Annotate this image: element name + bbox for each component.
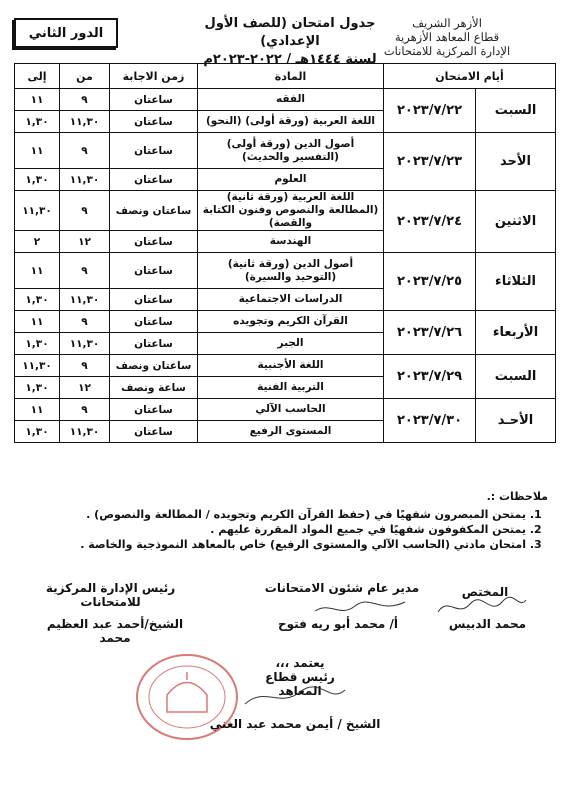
table-row <box>15 355 556 377</box>
header-from: من <box>60 64 110 89</box>
date-cell: ٢٠٢٣/٧/٢٣ <box>384 133 476 191</box>
duration-cell: ساعتان <box>110 133 198 169</box>
to-cell: ١١ <box>15 253 60 289</box>
from-cell: ١١,٣٠ <box>60 421 110 443</box>
subject-cell: اللغة العربية (ورقة ثانية) (المطالعة والنصوص وفنون الكتابة والقصة) <box>198 191 384 231</box>
to-cell: ١,٣٠ <box>15 421 60 443</box>
subject-cell: العلوم <box>198 169 384 191</box>
subject-cell: المستوى الرفيع <box>198 421 384 443</box>
duration-cell: ساعتان <box>110 89 198 111</box>
day-cell: السبت <box>476 355 556 399</box>
table-header-row <box>15 64 556 89</box>
duration-cell: ساعتان <box>110 231 198 253</box>
to-cell: ١,٣٠ <box>15 169 60 191</box>
to-cell: ١,٣٠ <box>15 377 60 399</box>
duration-cell: ساعتان ونصف <box>110 191 198 231</box>
manager-title: مدير عام شئون الامتحانات <box>264 581 420 595</box>
subject-cell: اللغة العربية (ورقة أولى) (النحو) <box>198 111 384 133</box>
table-row <box>15 89 556 111</box>
duration-cell: ساعتان <box>110 289 198 311</box>
document-title <box>180 15 400 69</box>
manager-name: أ/ محمد أبو ريه فتوح <box>277 617 399 631</box>
table-row <box>15 399 556 421</box>
to-cell: ٢ <box>15 231 60 253</box>
duration-cell: ساعتان <box>110 311 198 333</box>
day-cell: الثلاثاء <box>476 253 556 311</box>
note-item: 3. امتحان مادتي (الحاسب الآلي والمستوى الرفيع) خاص بالمعاهد النموذجية والخاصة . <box>18 537 526 552</box>
from-cell: ١١,٣٠ <box>60 289 110 311</box>
exam-schedule-table <box>14 63 556 443</box>
to-cell: ١١ <box>15 133 60 169</box>
from-cell: ٩ <box>60 133 110 169</box>
date-cell: ٢٠٢٣/٧/٢٥ <box>384 253 476 311</box>
header-subject: المادة <box>198 64 384 89</box>
to-cell: ١١,٣٠ <box>15 355 60 377</box>
duration-cell: ساعتان <box>110 111 198 133</box>
duration-cell: ساعتان <box>110 333 198 355</box>
from-cell: ١١,٣٠ <box>60 111 110 133</box>
reviewer-name: محمد الدبيس <box>448 617 527 631</box>
from-cell: ١١,٣٠ <box>60 333 110 355</box>
from-cell: ٩ <box>60 399 110 421</box>
subject-cell: الهندسة <box>198 231 384 253</box>
approver-signature-icon <box>240 684 350 712</box>
notes-list <box>18 507 548 552</box>
day-cell: الأحـد <box>476 399 556 443</box>
title-line-2: لسنة ١٤٤٤هـ / ٢٠٢٢-٢٠٢٣م <box>203 52 377 67</box>
day-cell: الاثنين <box>476 191 556 253</box>
date-cell: ٢٠٢٣/٧/٢٦ <box>384 311 476 355</box>
header-to: إلى <box>15 64 60 89</box>
approve-title: رئيس قطاع المعاهد <box>265 670 335 698</box>
to-cell: ١,٣٠ <box>15 111 60 133</box>
from-cell: ٩ <box>60 355 110 377</box>
table-row <box>15 191 556 231</box>
subject-cell: الجبر <box>198 333 384 355</box>
head-name: الشيخ/أحمد عبد العظيم محمد <box>46 617 184 645</box>
note-item: 1. يمتحن المبصرون شفهيًا في (حفظ القرآن الكريم وتجويده / المطالعة والنصوص) . <box>18 507 526 522</box>
date-cell: ٢٠٢٣/٧/٢٤ <box>384 191 476 253</box>
approve-label: يعتمد ،،، <box>275 656 325 670</box>
from-cell: ٩ <box>60 191 110 231</box>
subject-cell: الفقه <box>198 89 384 111</box>
to-cell: ١١ <box>15 399 60 421</box>
duration-cell: ساعتان <box>110 421 198 443</box>
from-cell: ١١,٣٠ <box>60 169 110 191</box>
date-cell: ٢٠٢٣/٧/٢٢ <box>384 89 476 133</box>
duration-cell: ساعة ونصف <box>110 377 198 399</box>
from-cell: ١٢ <box>60 231 110 253</box>
from-cell: ٩ <box>60 311 110 333</box>
day-cell: الأحد <box>476 133 556 191</box>
table-row <box>15 311 556 333</box>
notes-section <box>18 489 548 552</box>
duration-cell: ساعتان <box>110 169 198 191</box>
table-row <box>15 253 556 289</box>
subject-cell: اللغة الأجنبية <box>198 355 384 377</box>
day-cell: السبت <box>476 89 556 133</box>
date-cell: ٢٠٢٣/٧/٢٩ <box>384 355 476 399</box>
reviewer-title: المختص <box>461 585 509 599</box>
to-cell: ١١ <box>15 89 60 111</box>
from-cell: ١٢ <box>60 377 110 399</box>
to-cell: ١,٣٠ <box>15 289 60 311</box>
subject-cell: أصول الدين (ورقة ثانية) (التوحيد والسيرة) <box>198 253 384 289</box>
header-days: أيام الامتحان <box>384 64 556 89</box>
exam-round-badge: الدور الثاني <box>14 18 118 48</box>
from-cell: ٩ <box>60 253 110 289</box>
table-row <box>15 133 556 169</box>
subject-cell: الدراسات الاجتماعية <box>198 289 384 311</box>
approve-name: الشيخ / أيمن محمد عبد الغني <box>209 717 381 731</box>
to-cell: ١١ <box>15 311 60 333</box>
subject-cell: القرآن الكريم وتجويده <box>198 311 384 333</box>
header-duration: زمن الاجابة <box>110 64 198 89</box>
subject-cell: الحاسب الآلي <box>198 399 384 421</box>
from-cell: ٩ <box>60 89 110 111</box>
date-cell: ٢٠٢٣/٧/٣٠ <box>384 399 476 443</box>
to-cell: ١,٣٠ <box>15 333 60 355</box>
note-item: 2. يمتحن المكفوفون شفهيًا في جميع المواد المقررة عليهم . <box>18 522 526 537</box>
duration-cell: ساعتان <box>110 253 198 289</box>
to-cell: ١١,٣٠ <box>15 191 60 231</box>
duration-cell: ساعتان <box>110 399 198 421</box>
org-line-1: الأزهر الشريف <box>412 16 482 30</box>
org-line-2: قطاع المعاهد الأزهرية <box>394 30 500 44</box>
head-title: رئيس الإدارة المركزية للامتحانات <box>45 581 176 609</box>
notes-title: ملاحظات :. <box>486 490 548 503</box>
title-line-1: جدول امتحان (للصف الأول الإعدادي) <box>204 16 376 49</box>
subject-cell: أصول الدين (ورقة أولى) (التفسير والحديث) <box>198 133 384 169</box>
duration-cell: ساعتان ونصف <box>110 355 198 377</box>
day-cell: الأربعاء <box>476 311 556 355</box>
subject-cell: التربية الفنية <box>198 377 384 399</box>
org-line-3: الإدارة المركزية للامتحانات <box>383 44 511 58</box>
